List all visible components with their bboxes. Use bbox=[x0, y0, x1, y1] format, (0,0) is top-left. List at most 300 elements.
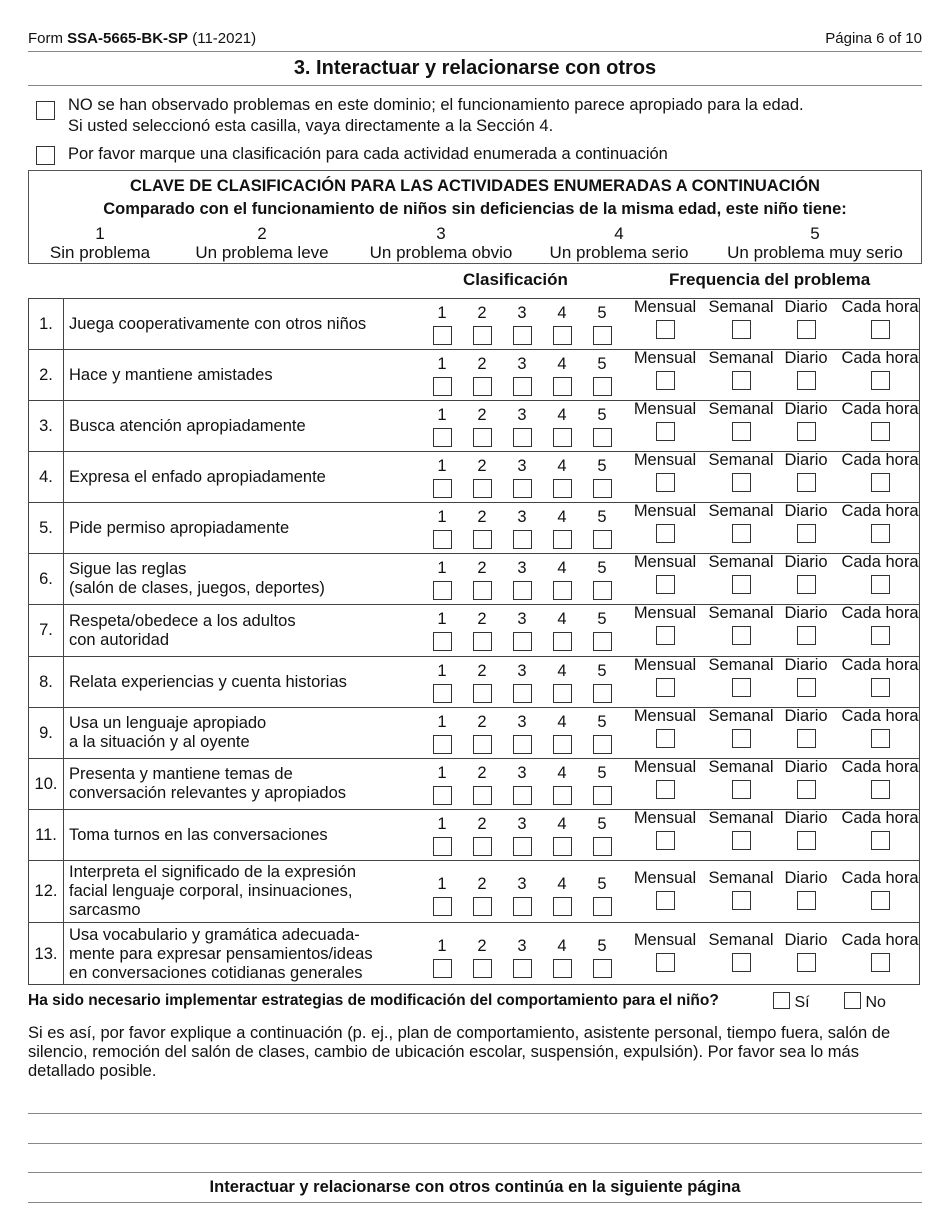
rate-each-text: Por favor marque una clasificación para cada actividad enumerada a continuación bbox=[68, 145, 668, 163]
activity-text: Usa vocabulario y gramática adecuada- mente para expresar pensamientos/ideas en conversaciones cotidianas generales bbox=[69, 925, 373, 982]
rating-checkbox[interactable] bbox=[433, 479, 452, 498]
rating-checkbox[interactable] bbox=[513, 735, 532, 754]
frequency-option-cada-hora bbox=[840, 809, 920, 855]
frequency-checkbox[interactable] bbox=[797, 320, 816, 339]
rating-checkbox[interactable] bbox=[553, 959, 572, 978]
frequency-option-cada-hora bbox=[840, 869, 920, 915]
rating-number: 2 bbox=[477, 355, 487, 373]
frequency-checkbox[interactable] bbox=[656, 831, 675, 850]
frequency-label: Cada hora bbox=[841, 707, 919, 725]
rating-key-level-number: 1 bbox=[95, 224, 105, 243]
form-number: SSA-5665-BK-SP bbox=[67, 30, 189, 47]
rating-option-5 bbox=[592, 457, 612, 503]
rating-option-2 bbox=[472, 304, 492, 350]
frequency-label: Semanal bbox=[708, 931, 774, 949]
rating-checkbox[interactable] bbox=[593, 428, 612, 447]
frequency-checkbox[interactable] bbox=[656, 320, 675, 339]
behavior-no-checkbox[interactable] bbox=[844, 992, 861, 1009]
rating-checkbox[interactable] bbox=[553, 326, 572, 345]
frequency-label: Mensual bbox=[633, 400, 697, 418]
rating-option-4 bbox=[552, 355, 572, 401]
rating-checkbox[interactable] bbox=[593, 786, 612, 805]
frequency-option-cada-hora bbox=[840, 502, 920, 548]
rating-checkbox[interactable] bbox=[473, 684, 492, 703]
rating-checkbox[interactable] bbox=[473, 632, 492, 651]
answer-line-1[interactable] bbox=[28, 1113, 922, 1114]
frequency-option-mensual bbox=[625, 349, 705, 395]
rating-checkbox[interactable] bbox=[513, 326, 532, 345]
frequency-checkbox[interactable] bbox=[797, 953, 816, 972]
rating-checkbox[interactable] bbox=[513, 897, 532, 916]
frequency-checkbox[interactable] bbox=[797, 678, 816, 697]
rating-checkbox[interactable] bbox=[593, 326, 612, 345]
rating-checkbox[interactable] bbox=[513, 684, 532, 703]
activity-text: Hace y mantiene amistades bbox=[69, 365, 273, 384]
rating-number: 5 bbox=[597, 815, 607, 833]
rating-checkbox[interactable] bbox=[513, 837, 532, 856]
rating-option-2 bbox=[472, 713, 492, 759]
rating-checkbox[interactable] bbox=[473, 897, 492, 916]
frequency-checkbox[interactable] bbox=[871, 320, 890, 339]
rating-option-4 bbox=[552, 508, 572, 554]
header-divider bbox=[28, 51, 922, 52]
frequency-checkbox[interactable] bbox=[732, 575, 751, 594]
rating-option-3 bbox=[512, 815, 532, 861]
footer-bottom-divider bbox=[28, 1202, 922, 1203]
rating-number: 1 bbox=[437, 406, 447, 424]
rating-checkbox[interactable] bbox=[473, 479, 492, 498]
frequency-option-cada-hora bbox=[840, 758, 920, 804]
frequency-option-mensual bbox=[625, 809, 705, 855]
frequency-label: Semanal bbox=[708, 758, 774, 776]
behavior-yes-checkbox[interactable] bbox=[773, 992, 790, 1009]
rating-checkbox[interactable] bbox=[433, 581, 452, 600]
behavior-explain-text: Si es así, por favor explique a continuación (p. ej., plan de comportamiento, asistente personal, tiempo fuera, salón de silencio, remoción del salón de clases, cambio de ubicación escolar, suspensión, expulsión). Por favor sea lo más detallado posible. bbox=[28, 1024, 891, 1080]
rating-number: 1 bbox=[437, 875, 447, 893]
rating-checkbox[interactable] bbox=[473, 377, 492, 396]
rating-checkbox[interactable] bbox=[433, 377, 452, 396]
frequency-label: Cada hora bbox=[841, 931, 919, 949]
rating-key-level-label: Sin problema bbox=[49, 243, 151, 262]
rating-checkbox[interactable] bbox=[553, 837, 572, 856]
rating-option-1 bbox=[432, 355, 452, 401]
frequency-checkbox[interactable] bbox=[732, 953, 751, 972]
frequency-checkbox[interactable] bbox=[732, 320, 751, 339]
frequency-checkbox[interactable] bbox=[656, 473, 675, 492]
frequency-checkbox[interactable] bbox=[871, 575, 890, 594]
rating-checkbox[interactable] bbox=[593, 632, 612, 651]
rating-number: 3 bbox=[517, 937, 527, 955]
frequency-checkbox[interactable] bbox=[656, 953, 675, 972]
rating-checkbox[interactable] bbox=[473, 786, 492, 805]
form-id: Form SSA-5665-BK-SP (11-2021) bbox=[28, 30, 257, 47]
rating-number: 4 bbox=[557, 764, 567, 782]
rating-option-4 bbox=[552, 937, 572, 983]
frequency-option-diario bbox=[766, 707, 846, 753]
table-row bbox=[29, 861, 919, 923]
frequency-option-diario bbox=[766, 298, 846, 344]
rating-number: 4 bbox=[557, 815, 567, 833]
rating-number: 3 bbox=[517, 875, 527, 893]
rating-option-2 bbox=[472, 815, 492, 861]
activity-text: Expresa el enfado apropiadamente bbox=[69, 467, 326, 486]
rating-checkbox[interactable] bbox=[593, 530, 612, 549]
rating-checkbox[interactable] bbox=[433, 735, 452, 754]
rating-column-header: Clasificación bbox=[463, 270, 568, 289]
frequency-option-cada-hora bbox=[840, 400, 920, 446]
frequency-label: Cada hora bbox=[841, 298, 919, 316]
frequency-checkbox[interactable] bbox=[871, 729, 890, 748]
behavior-yes-option bbox=[773, 992, 810, 1012]
rating-checkbox[interactable] bbox=[513, 786, 532, 805]
activity-number: 4. bbox=[29, 452, 64, 502]
frequency-checkbox[interactable] bbox=[871, 831, 890, 850]
rating-checkbox[interactable] bbox=[593, 684, 612, 703]
rating-option-3 bbox=[512, 662, 532, 708]
frequency-label: Mensual bbox=[633, 502, 697, 520]
rating-checkbox[interactable] bbox=[433, 632, 452, 651]
frequency-checkbox[interactable] bbox=[871, 953, 890, 972]
title-divider bbox=[28, 85, 922, 86]
rating-key-level-number: 5 bbox=[810, 224, 820, 243]
table-row bbox=[29, 452, 919, 503]
frequency-checkbox[interactable] bbox=[871, 678, 890, 697]
frequency-checkbox[interactable] bbox=[797, 371, 816, 390]
activity-text: Busca atención apropiadamente bbox=[69, 416, 306, 435]
rating-option-3 bbox=[512, 764, 532, 810]
rating-checkbox[interactable] bbox=[553, 530, 572, 549]
frequency-checkbox[interactable] bbox=[871, 524, 890, 543]
rating-option-4 bbox=[552, 457, 572, 503]
rating-checkbox[interactable] bbox=[513, 581, 532, 600]
rating-number: 5 bbox=[597, 304, 607, 322]
rating-number: 1 bbox=[437, 304, 447, 322]
frequency-checkbox[interactable] bbox=[732, 729, 751, 748]
rating-option-3 bbox=[512, 355, 532, 401]
frequency-checkbox[interactable] bbox=[732, 371, 751, 390]
rating-option-5 bbox=[592, 559, 612, 605]
rating-number: 5 bbox=[597, 457, 607, 475]
frequency-label: Semanal bbox=[708, 349, 774, 367]
rate-each-checkbox[interactable] bbox=[36, 146, 55, 165]
frequency-checkbox[interactable] bbox=[797, 780, 816, 799]
frequency-label: Diario bbox=[784, 809, 828, 827]
frequency-label: Diario bbox=[784, 451, 828, 469]
rating-checkbox[interactable] bbox=[593, 735, 612, 754]
frequency-checkbox[interactable] bbox=[656, 678, 675, 697]
form-date: (11-2021) bbox=[188, 30, 257, 47]
frequency-checkbox[interactable] bbox=[797, 891, 816, 910]
rating-option-4 bbox=[552, 875, 572, 921]
rating-number: 2 bbox=[477, 406, 487, 424]
rating-option-1 bbox=[432, 457, 452, 503]
rating-number: 3 bbox=[517, 764, 527, 782]
rating-number: 2 bbox=[477, 610, 487, 628]
rating-option-4 bbox=[552, 406, 572, 452]
rating-checkbox[interactable] bbox=[593, 581, 612, 600]
rating-checkbox[interactable] bbox=[433, 428, 452, 447]
no-problems-text-line1: NO se han observado problemas en este dominio; el funcionamiento parece apropiado para la edad. bbox=[68, 96, 804, 114]
rating-option-1 bbox=[432, 304, 452, 350]
frequency-option-diario bbox=[766, 604, 846, 650]
frequency-label: Diario bbox=[784, 656, 828, 674]
rating-number: 3 bbox=[517, 508, 527, 526]
rating-number: 4 bbox=[557, 937, 567, 955]
frequency-label: Diario bbox=[784, 400, 828, 418]
rating-option-1 bbox=[432, 764, 452, 810]
rating-checkbox[interactable] bbox=[553, 786, 572, 805]
frequency-checkbox[interactable] bbox=[797, 422, 816, 441]
frequency-checkbox[interactable] bbox=[732, 831, 751, 850]
rating-key-level-4 bbox=[524, 224, 714, 262]
rating-number: 1 bbox=[437, 508, 447, 526]
frequency-option-diario bbox=[766, 656, 846, 702]
rating-number: 4 bbox=[557, 508, 567, 526]
rating-option-2 bbox=[472, 662, 492, 708]
frequency-option-mensual bbox=[625, 869, 705, 915]
rating-checkbox[interactable] bbox=[553, 684, 572, 703]
rating-option-4 bbox=[552, 304, 572, 350]
rating-checkbox[interactable] bbox=[433, 786, 452, 805]
frequency-checkbox[interactable] bbox=[656, 891, 675, 910]
behavior-question: Ha sido necesario implementar estrategias de modificación del comportamiento para el niño? bbox=[28, 992, 719, 1009]
frequency-label: Diario bbox=[784, 931, 828, 949]
frequency-label: Semanal bbox=[708, 451, 774, 469]
frequency-label: Diario bbox=[784, 707, 828, 725]
rating-checkbox[interactable] bbox=[433, 959, 452, 978]
frequency-checkbox[interactable] bbox=[871, 626, 890, 645]
frequency-label: Cada hora bbox=[841, 502, 919, 520]
rating-option-1 bbox=[432, 815, 452, 861]
rating-checkbox[interactable] bbox=[553, 377, 572, 396]
frequency-checkbox[interactable] bbox=[797, 729, 816, 748]
activity-number: 11. bbox=[29, 810, 64, 860]
rating-option-5 bbox=[592, 713, 612, 759]
frequency-checkbox[interactable] bbox=[656, 524, 675, 543]
rating-option-1 bbox=[432, 713, 452, 759]
frequency-label: Cada hora bbox=[841, 400, 919, 418]
frequency-option-cada-hora bbox=[840, 553, 920, 599]
frequency-label: Mensual bbox=[633, 553, 697, 571]
continued-footer: Interactuar y relacionarse con otros continúa en la siguiente página bbox=[209, 1178, 741, 1196]
rating-option-5 bbox=[592, 610, 612, 656]
frequency-checkbox[interactable] bbox=[656, 575, 675, 594]
frequency-checkbox[interactable] bbox=[797, 575, 816, 594]
frequency-checkbox[interactable] bbox=[732, 780, 751, 799]
rating-number: 5 bbox=[597, 764, 607, 782]
rating-number: 3 bbox=[517, 713, 527, 731]
rating-number: 2 bbox=[477, 304, 487, 322]
rating-key-level-label: Un problema serio bbox=[549, 243, 689, 262]
rating-checkbox[interactable] bbox=[473, 735, 492, 754]
frequency-option-cada-hora bbox=[840, 656, 920, 702]
rating-checkbox[interactable] bbox=[593, 959, 612, 978]
no-problems-checkbox[interactable] bbox=[36, 101, 55, 120]
frequency-label: Cada hora bbox=[841, 809, 919, 827]
frequency-label: Diario bbox=[784, 869, 828, 887]
rating-checkbox[interactable] bbox=[513, 428, 532, 447]
frequency-option-mensual bbox=[625, 451, 705, 497]
rating-option-2 bbox=[472, 457, 492, 503]
rating-checkbox[interactable] bbox=[433, 837, 452, 856]
table-row bbox=[29, 708, 919, 759]
rating-number: 3 bbox=[517, 355, 527, 373]
activity-text: Toma turnos en las conversaciones bbox=[69, 825, 328, 844]
rating-number: 2 bbox=[477, 662, 487, 680]
rating-checkbox[interactable] bbox=[473, 581, 492, 600]
frequency-checkbox[interactable] bbox=[732, 678, 751, 697]
frequency-checkbox[interactable] bbox=[797, 524, 816, 543]
activity-text: Juega cooperativamente con otros niños bbox=[69, 314, 367, 333]
rating-number: 5 bbox=[597, 875, 607, 893]
table-row bbox=[29, 503, 919, 554]
rating-checkbox[interactable] bbox=[473, 837, 492, 856]
rating-checkbox[interactable] bbox=[473, 530, 492, 549]
rating-option-5 bbox=[592, 355, 612, 401]
frequency-checkbox[interactable] bbox=[732, 891, 751, 910]
rating-checkbox[interactable] bbox=[593, 479, 612, 498]
answer-line-2[interactable] bbox=[28, 1143, 922, 1144]
rating-number: 1 bbox=[437, 610, 447, 628]
activity-text: Presenta y mantiene temas de conversación relevantes y apropiados bbox=[69, 765, 346, 802]
frequency-checkbox[interactable] bbox=[871, 422, 890, 441]
rating-option-5 bbox=[592, 304, 612, 350]
rating-number: 5 bbox=[597, 559, 607, 577]
rating-number: 2 bbox=[477, 713, 487, 731]
frequency-label: Diario bbox=[784, 298, 828, 316]
rating-checkbox[interactable] bbox=[553, 632, 572, 651]
rating-checkbox[interactable] bbox=[513, 530, 532, 549]
rating-number: 4 bbox=[557, 406, 567, 424]
rating-option-5 bbox=[592, 875, 612, 921]
rating-key-level-number: 3 bbox=[436, 224, 446, 243]
rating-number: 4 bbox=[557, 559, 567, 577]
rating-checkbox[interactable] bbox=[593, 897, 612, 916]
frequency-label: Diario bbox=[784, 758, 828, 776]
rating-checkbox[interactable] bbox=[433, 897, 452, 916]
frequency-label: Semanal bbox=[708, 553, 774, 571]
frequency-option-mensual bbox=[625, 298, 705, 344]
behavior-no-option bbox=[844, 992, 886, 1012]
rating-number: 2 bbox=[477, 815, 487, 833]
frequency-checkbox[interactable] bbox=[797, 831, 816, 850]
rating-option-4 bbox=[552, 713, 572, 759]
rating-checkbox[interactable] bbox=[513, 959, 532, 978]
frequency-checkbox[interactable] bbox=[656, 780, 675, 799]
frequency-checkbox[interactable] bbox=[797, 626, 816, 645]
rating-checkbox[interactable] bbox=[553, 428, 572, 447]
rating-key-level-3 bbox=[346, 224, 536, 262]
rating-number: 5 bbox=[597, 610, 607, 628]
footer-top-divider bbox=[28, 1172, 922, 1173]
frequency-option-mensual bbox=[625, 656, 705, 702]
frequency-checkbox[interactable] bbox=[656, 729, 675, 748]
rating-number: 1 bbox=[437, 559, 447, 577]
no-problems-text-line2: Si usted seleccionó esta casilla, vaya directamente a la Sección 4. bbox=[68, 117, 554, 135]
frequency-checkbox[interactable] bbox=[732, 626, 751, 645]
frequency-option-cada-hora bbox=[840, 707, 920, 753]
frequency-checkbox[interactable] bbox=[656, 626, 675, 645]
frequency-checkbox[interactable] bbox=[656, 371, 675, 390]
rating-checkbox[interactable] bbox=[593, 377, 612, 396]
rating-number: 2 bbox=[477, 937, 487, 955]
rating-key-level-label: Un problema obvio bbox=[369, 243, 513, 262]
rating-key-level-label: Un problema leve bbox=[195, 243, 329, 262]
rating-checkbox[interactable] bbox=[553, 735, 572, 754]
frequency-checkbox[interactable] bbox=[732, 473, 751, 492]
rating-option-5 bbox=[592, 937, 612, 983]
rating-option-5 bbox=[592, 764, 612, 810]
rating-checkbox[interactable] bbox=[513, 632, 532, 651]
frequency-checkbox[interactable] bbox=[871, 473, 890, 492]
frequency-option-diario bbox=[766, 553, 846, 599]
frequency-label: Cada hora bbox=[841, 553, 919, 571]
frequency-label: Semanal bbox=[708, 400, 774, 418]
rating-number: 2 bbox=[477, 764, 487, 782]
frequency-checkbox[interactable] bbox=[871, 891, 890, 910]
rating-number: 3 bbox=[517, 559, 527, 577]
rating-number: 4 bbox=[557, 355, 567, 373]
activity-number: 12. bbox=[29, 861, 64, 922]
frequency-checkbox[interactable] bbox=[797, 473, 816, 492]
activity-number: 8. bbox=[29, 657, 64, 707]
frequency-option-cada-hora bbox=[840, 931, 920, 977]
rating-checkbox[interactable] bbox=[513, 377, 532, 396]
frequency-checkbox[interactable] bbox=[871, 371, 890, 390]
rating-number: 5 bbox=[597, 937, 607, 955]
frequency-option-cada-hora bbox=[840, 451, 920, 497]
activity-table bbox=[28, 298, 920, 985]
rating-checkbox[interactable] bbox=[553, 479, 572, 498]
activity-text: Relata experiencias y cuenta historias bbox=[69, 672, 347, 691]
rating-option-3 bbox=[512, 304, 532, 350]
rating-option-3 bbox=[512, 406, 532, 452]
rating-checkbox[interactable] bbox=[473, 959, 492, 978]
rating-checkbox[interactable] bbox=[513, 479, 532, 498]
frequency-label: Mensual bbox=[633, 656, 697, 674]
rating-number: 4 bbox=[557, 875, 567, 893]
page-number: Página 6 of 10 bbox=[825, 30, 922, 47]
rating-option-2 bbox=[472, 406, 492, 452]
frequency-checkbox[interactable] bbox=[732, 524, 751, 543]
rating-key-title: CLAVE DE CLASIFICACIÓN PARA LAS ACTIVIDADES ENUMERADAS A CONTINUACIÓN bbox=[130, 177, 820, 195]
frequency-checkbox[interactable] bbox=[871, 780, 890, 799]
activity-number: 2. bbox=[29, 350, 64, 400]
rating-number: 1 bbox=[437, 937, 447, 955]
rating-checkbox[interactable] bbox=[473, 428, 492, 447]
frequency-option-diario bbox=[766, 758, 846, 804]
frequency-label: Diario bbox=[784, 553, 828, 571]
rating-checkbox[interactable] bbox=[433, 530, 452, 549]
rating-checkbox[interactable] bbox=[593, 837, 612, 856]
frequency-checkbox[interactable] bbox=[656, 422, 675, 441]
frequency-checkbox[interactable] bbox=[732, 422, 751, 441]
rating-checkbox[interactable] bbox=[473, 326, 492, 345]
rating-checkbox[interactable] bbox=[553, 897, 572, 916]
frequency-label: Mensual bbox=[633, 298, 697, 316]
section-title: 3. Interactuar y relacionarse con otros bbox=[293, 57, 657, 79]
frequency-label: Semanal bbox=[708, 656, 774, 674]
rating-checkbox[interactable] bbox=[433, 684, 452, 703]
frequency-option-mensual bbox=[625, 400, 705, 446]
rating-number: 1 bbox=[437, 662, 447, 680]
rating-checkbox[interactable] bbox=[553, 581, 572, 600]
rating-option-3 bbox=[512, 875, 532, 921]
frequency-label: Mensual bbox=[633, 809, 697, 827]
rating-checkbox[interactable] bbox=[433, 326, 452, 345]
rating-option-5 bbox=[592, 815, 612, 861]
rating-key-level-5 bbox=[720, 224, 910, 262]
